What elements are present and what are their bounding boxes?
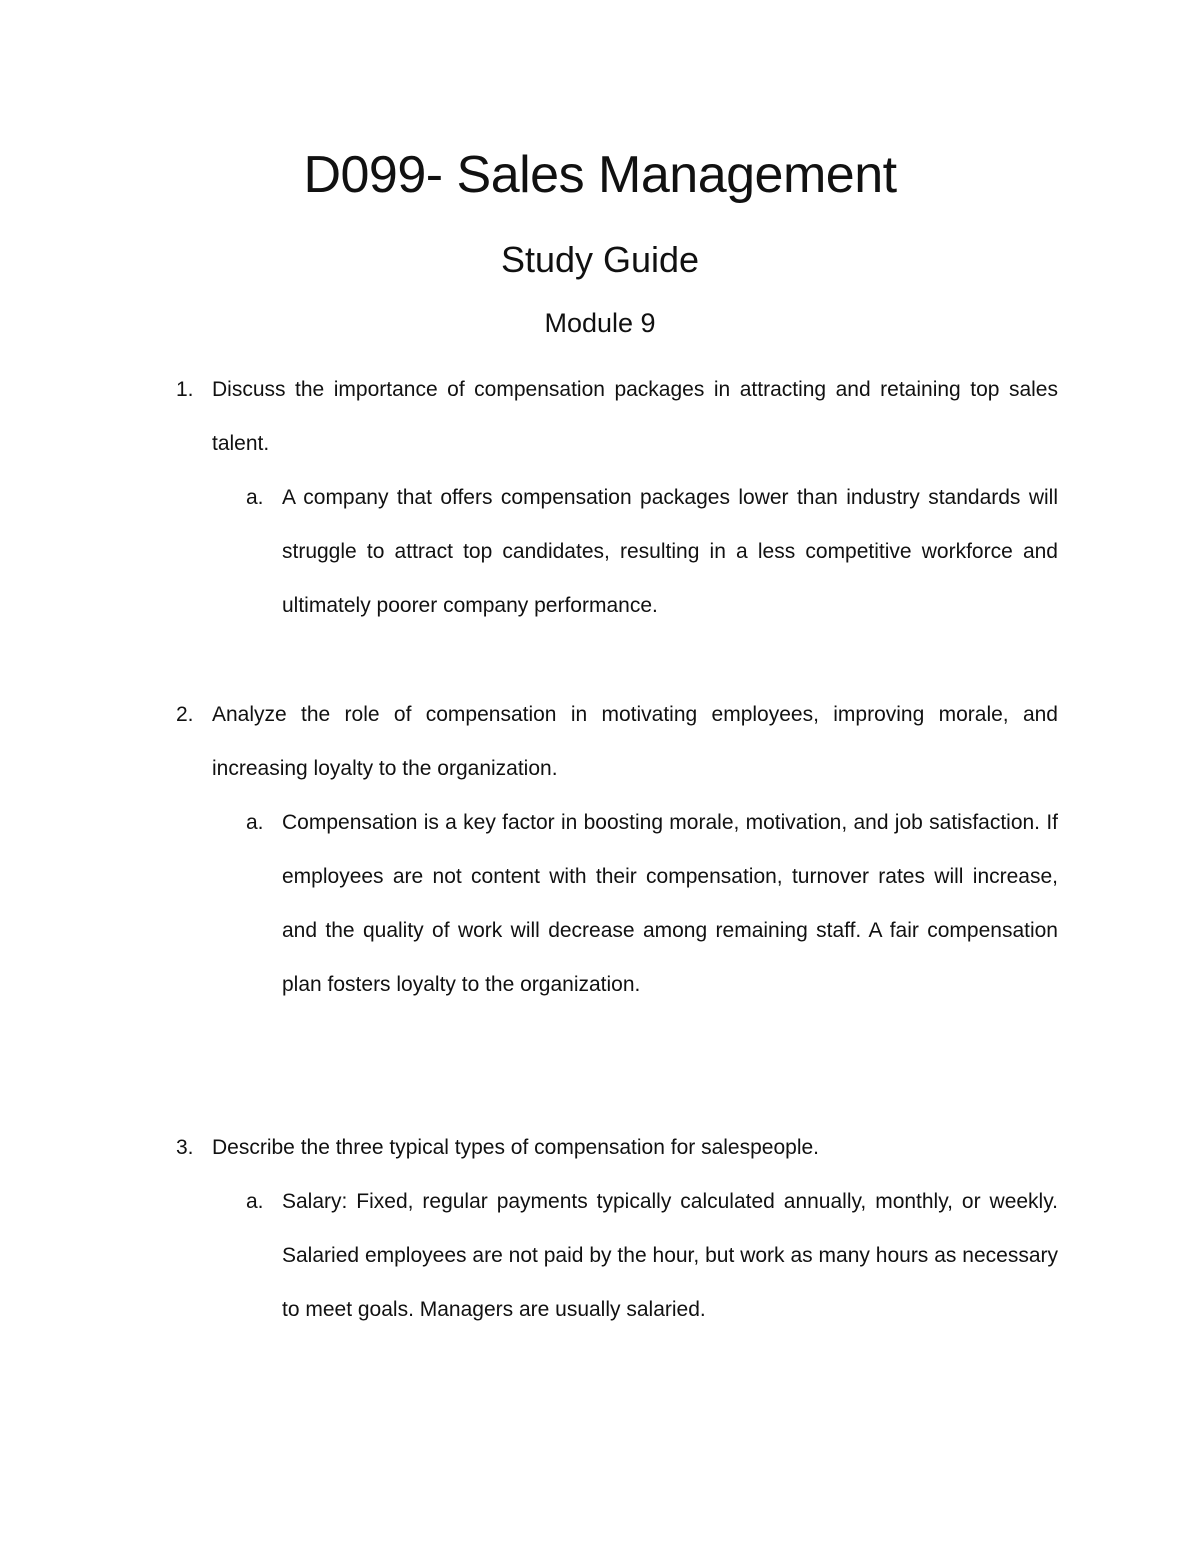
question-text: Discuss the importance of compensation packages in attracting and retaining top sales talent.	[212, 378, 1058, 455]
question-number: 3.	[176, 1136, 194, 1159]
question-2	[176, 688, 1058, 1012]
answer-item	[246, 471, 1058, 633]
question-text: Analyze the role of compensation in motivating employees, improving morale, and increasing loyalty to the organization.	[212, 703, 1058, 780]
answer-item	[246, 796, 1058, 1012]
question-text: Describe the three typical types of compensation for salespeople.	[212, 1136, 820, 1159]
document-title: D099- Sales Management	[303, 146, 897, 204]
question-number: 1.	[176, 378, 194, 401]
answer-text: A company that offers compensation packages lower than industry standards will struggle to attract top candidates, resulting in a less competitive workforce and ultimately poorer company performance.	[282, 486, 1058, 617]
document-subtitle: Study Guide	[500, 239, 700, 280]
question-1	[176, 363, 1058, 633]
answer-text: Compensation is a key factor in boosting morale, motivation, and job satisfaction. If employees are not content with their compensation, turnover rates will increase, and the quality of work will decrease among remaining staff. A fair compensation plan fosters loyalty to the organization.	[282, 811, 1058, 996]
answer-letter: a.	[246, 486, 264, 509]
answer-item	[246, 1175, 1058, 1337]
question-number: 2.	[176, 703, 194, 726]
answer-letter: a.	[246, 1190, 264, 1213]
question-3	[176, 1121, 1058, 1337]
answer-letter: a.	[246, 811, 264, 834]
answer-text: Salary: Fixed, regular payments typically calculated annually, monthly, or weekly. Salaried employees are not paid by the hour, but work as many hours as necessary to meet goals. Managers are usually salaried.	[282, 1190, 1058, 1321]
module-heading: Module 9	[544, 308, 656, 338]
